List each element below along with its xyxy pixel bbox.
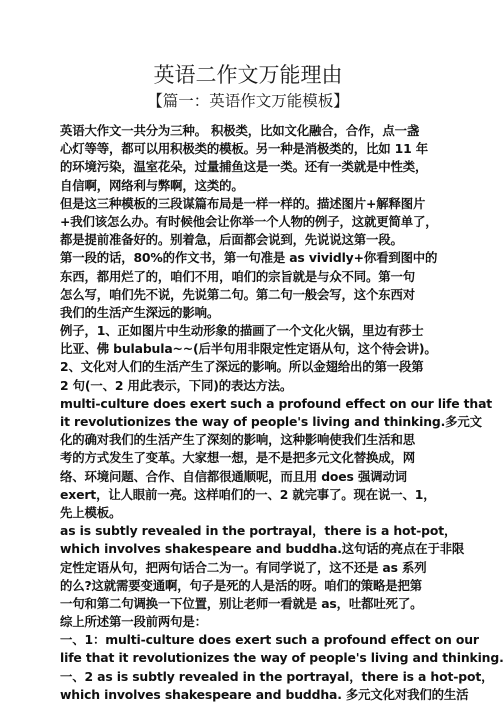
body-line: it revolutionizes the way of people's living and thinking.多元文 xyxy=(60,414,482,429)
body-line: 2 句(一、2 用此表示，下同)的表达方法。 xyxy=(60,377,293,393)
page-title: 英语二作文万能理由 xyxy=(153,63,343,87)
body-line: 第一段的话，80%的作文书，第一句准是 as vividly+你看到图中的 xyxy=(60,250,438,266)
body-line: 东西，都用烂了的，咱们不用，咱们的宗旨就是与众不同。第一句 xyxy=(60,268,415,284)
body-line: as is subtly revealed in the portrayal，there is a hot-pot， xyxy=(60,523,457,539)
body-line: 英语大作文一共分为三种。 积极类，比如文化融合，合作，点一盏 xyxy=(60,123,420,138)
body-line: 化的确对我们的生活产生了深刻的影响，这种影响使我们生活和思 xyxy=(60,432,415,448)
body-line: multi-culture does exert such a profound effect on our life that xyxy=(60,395,493,411)
body-line: 的环境污染，温室花朵，过量捕鱼这是一类。还有一类就是中性类， xyxy=(60,159,428,175)
body-line: 比亚、佛 bulabula~~(后半句用非限定性定语从句，这个待会讲)。 xyxy=(60,341,437,357)
body-line: 络、环境问题、合作、自信都很通顺呢，而且用 does 强调动词 xyxy=(60,468,407,484)
body-line: 一、2 as is subtly revealed in the portrayal，there is a hot-pot， xyxy=(60,668,494,684)
page-subtitle: 【篇一：英语作文万能模板】 xyxy=(147,92,349,110)
body-line: +我们该怎么办。有时候他会让你举一个人物的例子，这就更简单了， xyxy=(60,213,438,229)
body-line: 的么?这就需要变通啊，句子是死的人是活的呀。咱们的策略是把第 xyxy=(60,577,423,593)
body-line: 定性定语从句，把两句话合二为一。有同学说了，这不还是 as 系列 xyxy=(60,559,427,575)
body-line: 自信啊，网络利与弊啊，这类的。 xyxy=(60,177,244,193)
body-line: which involves shakespeare and buddha.这句话的亮点在于非限 xyxy=(60,541,465,557)
body-line: life that it revolutionizes the way of people's living and thinking. xyxy=(60,650,504,666)
body-line: 综上所述第一段前两句是： xyxy=(60,614,207,630)
body-line: 我们的生活产生深远的影响。 xyxy=(60,304,220,320)
body-line: 心灯等等，都可以用积极类的模板。另一种是消极类的，比如 11 年 xyxy=(60,141,429,157)
body-line: 一句和第二句调换一下位置，别让老师一看就是 as，吐都吐死了。 xyxy=(60,595,423,611)
document-body xyxy=(60,122,504,704)
body-line: 但是这三种模板的三段谋篇布局是一样一样的。描述图片+解释图片 xyxy=(60,195,426,211)
body-line: 例子，1、正如图片中生动形象的描画了一个文化火锅，里边有莎士 xyxy=(60,323,424,339)
body-line: 一、1：multi-culture does exert such a profound effect on our xyxy=(60,632,479,648)
body-line: 都是提前准备好的。别着急，后面都会说到，先说说这第一段。 xyxy=(60,232,403,248)
body-line: 先上模板。 xyxy=(60,504,122,520)
body-line: 怎么写，咱们先不说，先说第二句。第二句一般会写，这个东西对 xyxy=(60,286,415,302)
body-line: which involves shakespeare and buddha. 多元文化对我们的生活 xyxy=(60,686,469,702)
body-line: 2、文化对人们的生活产生了深远的影响。所以金翅给出的第一段第 xyxy=(60,359,424,375)
body-line: exert，让人眼前一亮。这样咱们的一、2 就完事了。现在说一、1， xyxy=(60,486,436,502)
body-line: 考的方式发生了变革。大家想一想，是不是把多元文化替换成，网 xyxy=(60,450,415,466)
